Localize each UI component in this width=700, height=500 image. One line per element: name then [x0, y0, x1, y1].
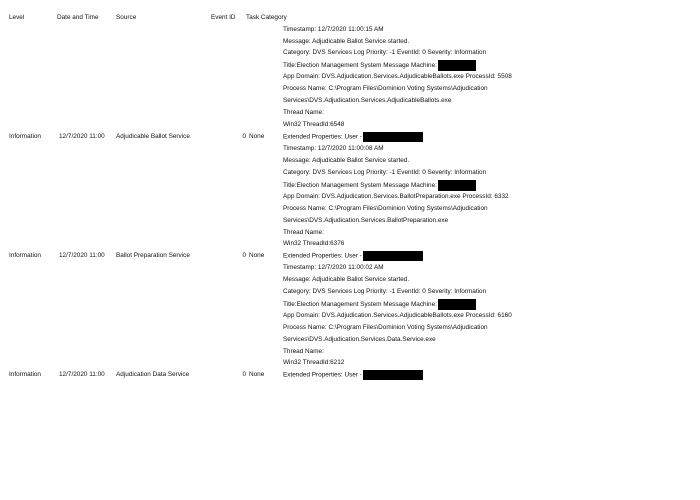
redaction-block: [438, 180, 476, 191]
source-cell: Ballot Preparation Service: [116, 252, 190, 259]
message-line: Win32 ThreadId:6212: [283, 359, 345, 366]
task-category-cell: None: [249, 371, 265, 378]
redaction-block: [363, 370, 423, 380]
message-line: Thread Name:: [283, 348, 324, 355]
message-line: Thread Name:: [283, 229, 324, 236]
message-line: Process Name: C:\Program Files\Dominion Voting Systems\Adjudication: [283, 85, 488, 92]
level-cell: Information: [9, 252, 41, 259]
message-line: App Domain: DVS.Adjudication.Services.AdjudicableBallots.exe ProcessId: 5508: [283, 73, 512, 80]
level-cell: Information: [9, 371, 41, 378]
message-line: Category: DVS Services Log Priority: -1 EventId: 0 Severity: Information: [283, 288, 487, 295]
message-line: Services\DVS.Adjudication.Services.Data.Service.exe: [283, 336, 436, 343]
header-date-time: Date and Time: [57, 14, 99, 21]
source-cell: Adjudication Data Service: [116, 371, 190, 378]
extended-properties-text: Extended Properties: User -: [283, 252, 362, 260]
datetime-cell: 12/7/2020 11:00: [59, 371, 105, 378]
header-task-category: Task Category: [246, 14, 287, 21]
message-line: Timestamp: 12/7/2020 11:00:02 AM: [283, 264, 384, 271]
extended-properties: [283, 132, 423, 142]
redaction-block: [363, 251, 423, 261]
message-line: Process Name: C:\Program Files\Dominion Voting Systems\Adjudication: [283, 324, 488, 331]
message-line: Process Name: C:\Program Files\Dominion Voting Systems\Adjudication: [283, 205, 488, 212]
redaction-block: [363, 132, 423, 142]
source-cell: Adjudicable Ballot Service: [116, 133, 190, 140]
message-line: Category: DVS Services Log Priority: -1 EventId: 0 Severity: Information: [283, 49, 487, 56]
message-line: Message: Adjudicable Ballot Service started.: [283, 276, 410, 283]
extended-properties-text: Extended Properties: User -: [283, 371, 362, 379]
datetime-cell: 12/7/2020 11:00: [59, 252, 105, 259]
level-cell: Information: [9, 133, 41, 140]
redaction-block: [438, 299, 476, 310]
datetime-cell: 12/7/2020 11:00: [59, 133, 105, 140]
message-line: Win32 ThreadId:6376: [283, 240, 345, 247]
message-line: Timestamp: 12/7/2020 11:00:08 AM: [283, 145, 384, 152]
redaction-block: [438, 60, 476, 71]
header-event-id: Event ID: [211, 14, 236, 21]
message-line: [283, 180, 476, 191]
header-source: Source: [116, 14, 137, 21]
message-line: Thread Name:: [283, 109, 324, 116]
title-machine-text: Title:Election Management System Message Machine:: [283, 182, 437, 190]
message-line: Services\DVS.Adjudication.Services.BallotPreparation.exe: [283, 217, 449, 224]
task-category-cell: None: [249, 252, 265, 259]
extended-properties: [283, 370, 423, 380]
message-line: Category: DVS Services Log Priority: -1 EventId: 0 Severity: Information: [283, 169, 487, 176]
header-level: Level: [9, 14, 25, 21]
title-machine-text: Title:Election Management System Message Machine:: [283, 62, 437, 70]
event-id-cell: 0: [242, 371, 246, 378]
title-machine-text: Title:Election Management System Message Machine:: [283, 301, 437, 309]
extended-properties: [283, 251, 423, 261]
message-line: [283, 60, 476, 71]
message-line: Win32 ThreadId:6548: [283, 121, 345, 128]
event-id-cell: 0: [242, 133, 246, 140]
task-category-cell: None: [249, 133, 265, 140]
message-line: App Domain: DVS.Adjudication.Services.AdjudicableBallots.exe ProcessId: 6160: [283, 312, 512, 319]
message-line: App Domain: DVS.Adjudication.Services.BallotPreparation.exe ProcessId: 6332: [283, 193, 509, 200]
extended-properties-text: Extended Properties: User -: [283, 133, 362, 141]
event-id-cell: 0: [242, 252, 246, 259]
message-line: Timestamp: 12/7/2020 11:00:15 AM: [283, 26, 384, 33]
message-line: Message: Adjudicable Ballot Service started.: [283, 157, 410, 164]
message-line: Message: Adjudicable Ballot Service started.: [283, 38, 410, 45]
message-line: Services\DVS.Adjudication.Services.AdjudicableBallots.exe: [283, 97, 452, 104]
message-line: [283, 299, 476, 310]
